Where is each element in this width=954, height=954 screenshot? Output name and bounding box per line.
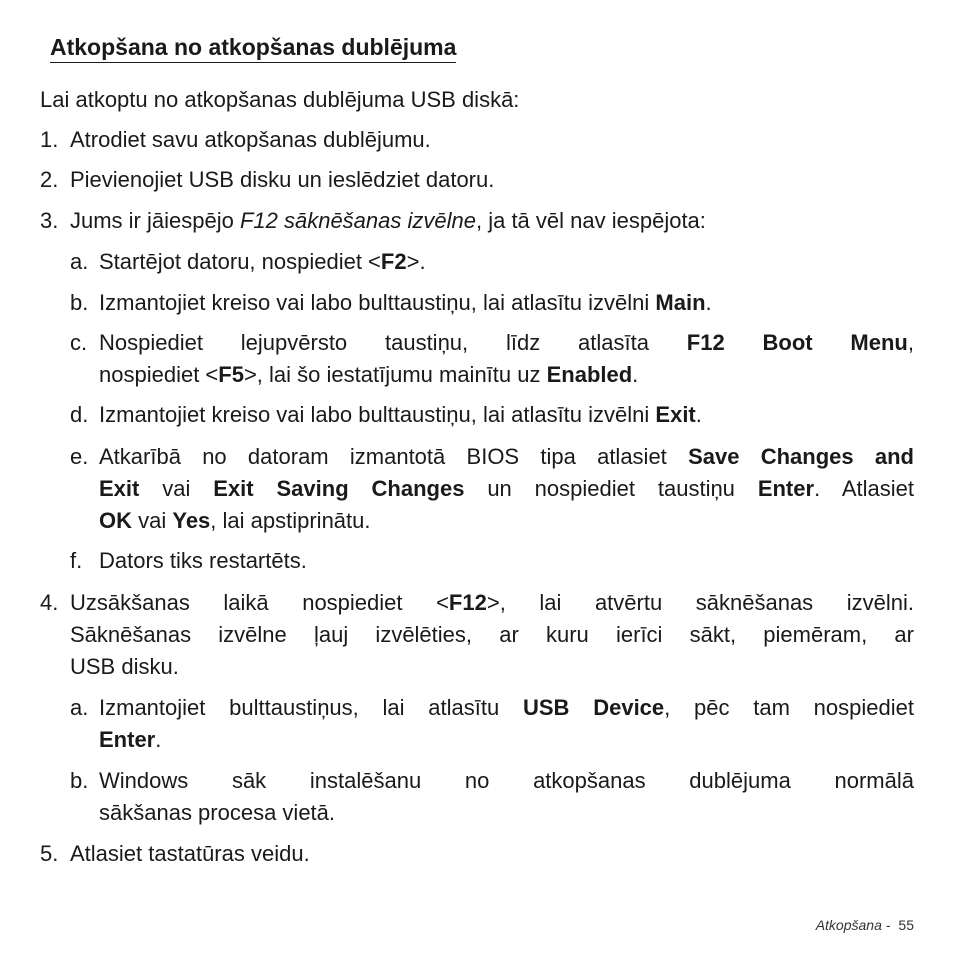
substep-text: Izmantojiet kreiso vai labo bulttaustiņu, lai atlasītu izvēlni Main.	[99, 290, 712, 315]
section-heading: Atkopšana no atkopšanas dublējuma	[50, 32, 456, 63]
substep-label: d.	[70, 402, 89, 427]
substep-text: nospiediet <F5>, lai šo iestatījumu mainītu uz Enabled.	[99, 362, 639, 387]
step-text: Jums ir jāiespējo F12 sāknēšanas izvēlne, ja tā vēl nav iespējota:	[70, 208, 706, 233]
step-number: 2.	[40, 167, 59, 192]
footer-section: Atkopšana -	[815, 917, 891, 933]
substep-text: Izmantojiet kreiso vai labo bulttaustiņu, lai atlasītu izvēlni Exit.	[99, 402, 702, 427]
step-text: Atlasiet tastatūras veidu.	[70, 841, 310, 866]
step-text: USB disku.	[70, 654, 179, 679]
substep-text: Izmantojiet bulttaustiņus, lai atlasītu USB Device, pēc tam nospiediet	[99, 695, 914, 720]
step-number: 5.	[40, 841, 59, 866]
substep-text: Startējot datoru, nospiediet <F2>.	[99, 249, 426, 274]
substep-label: e.	[70, 444, 89, 469]
substep-label: a.	[70, 249, 89, 274]
step-text: Pievienojiet USB disku un ieslēdziet datoru.	[70, 167, 495, 192]
step-number: 3.	[40, 208, 59, 233]
step-text: Atrodiet savu atkopšanas dublējumu.	[70, 127, 431, 152]
intro-text: Lai atkoptu no atkopšanas dublējuma USB diskā:	[40, 87, 520, 112]
substep-text: OK vai Yes, lai apstiprinātu.	[99, 508, 371, 533]
substep-label: c.	[70, 330, 88, 355]
substep-label: f.	[70, 548, 83, 573]
substep-label: b.	[70, 290, 89, 315]
page-number: 55	[898, 917, 914, 933]
step-number: 1.	[40, 127, 59, 152]
substep-text: sākšanas procesa vietā.	[99, 800, 336, 825]
substep-text: Enter.	[99, 727, 162, 752]
substep-label: a.	[70, 695, 89, 720]
step-number: 4.	[40, 590, 59, 615]
page-footer	[816, 917, 914, 933]
substep-text: Nospiediet lejupvērsto taustiņu, līdz atlasīta F12 Boot Menu,	[99, 330, 914, 355]
substep-label: b.	[70, 768, 89, 793]
step-text: Uzsākšanas laikā nospiediet <F12>, lai atvērtu sāknēšanas izvēlni.	[70, 590, 914, 615]
step-text: Sāknēšanas izvēlne ļauj izvēlēties, ar kuru ierīci sākt, piemēram, ar	[70, 622, 914, 647]
substep-text: Atkarībā no datoram izmantotā BIOS tipa atlasiet Save Changes and	[99, 444, 914, 469]
substep-text: Windows sāk instalēšanu no atkopšanas dublējuma normālā	[99, 768, 914, 793]
substep-text: Exit vai Exit Saving Changes un nospiediet taustiņu Enter. Atlasiet	[99, 476, 914, 501]
substep-text: Dators tiks restartēts.	[99, 548, 307, 573]
